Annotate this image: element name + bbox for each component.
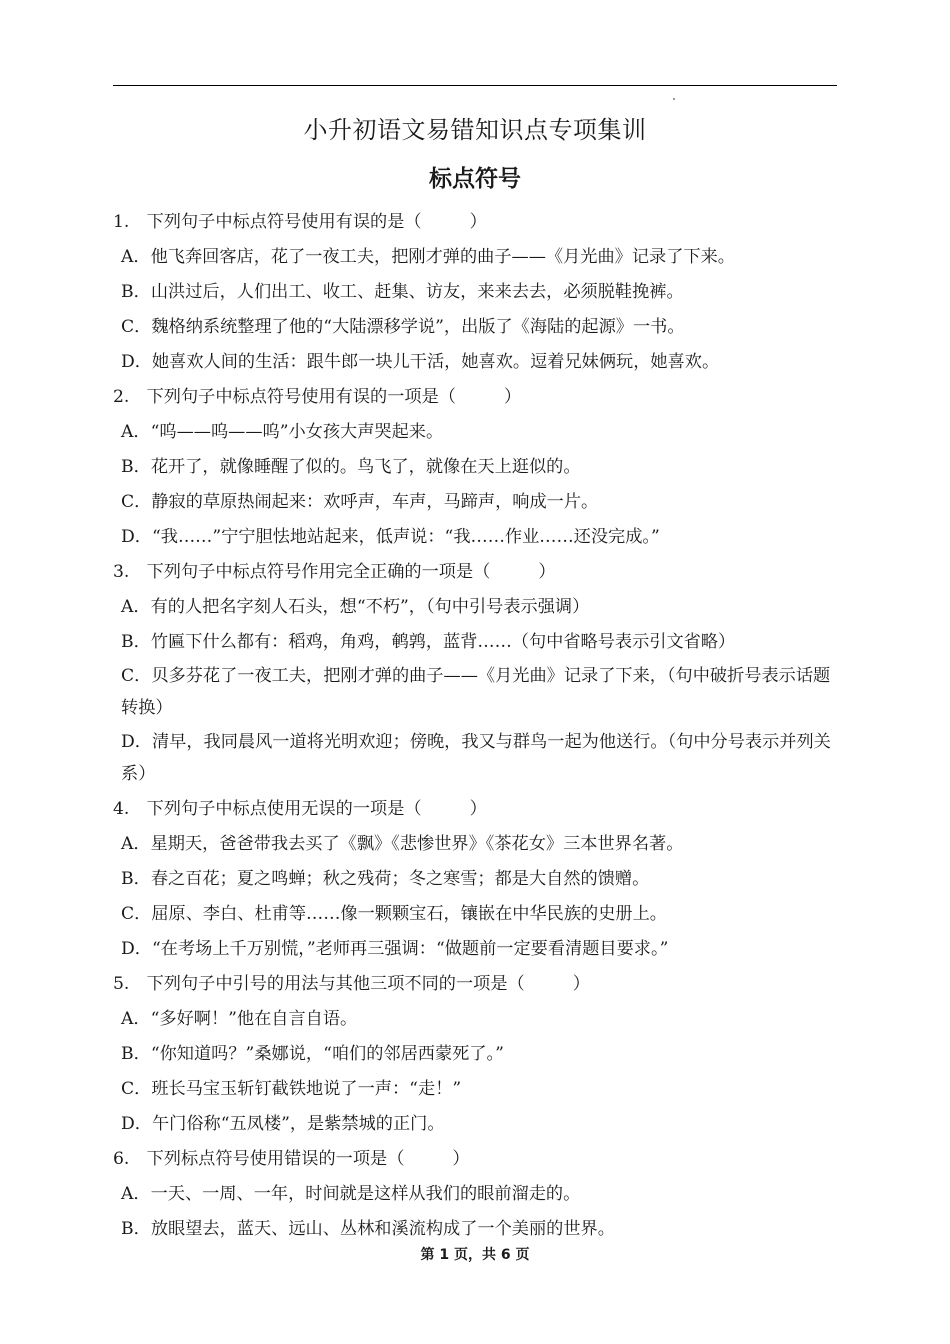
question-text: 6. 下列标点符号使用错误的一项是（ [113, 1149, 405, 1169]
option: D．“我……”宁宁胆怯地站起来，低声说：“我……作业……还没完成。” [121, 527, 660, 547]
option: D．清早，我同晨风一道将光明欢迎；傍晚，我又与群鸟一起为他送行。（句中分号表示并列关系） [121, 732, 831, 784]
question-stem [113, 967, 835, 1002]
option: C．贝多芬花了一夜工夫，把刚才弹的曲子——《月光曲》记录了下来，（句中破折号表示话题转换） [121, 666, 831, 718]
question-text: 1. 下列句子中标点符号使用有误的是（ [113, 212, 422, 232]
page-number: 第 1 页，共 6 页 [420, 1247, 530, 1263]
option: C．静寂的草原热闹起来：欢呼声，车声，马蹄声，响成一片。 [121, 492, 599, 512]
question-stem [113, 1142, 835, 1177]
question-text: 3. 下列句子中标点符号作用完全正确的一项是（ [113, 562, 491, 582]
document-title: 小升初语文易错知识点专项集训 [303, 116, 647, 144]
option: B．放眼望去，蓝天、远山、丛林和溪流构成了一个美丽的世界。 [121, 1219, 615, 1239]
option: C．魏格纳系统整理了他的“大陆漂移学说”，出版了《海陆的起源》一书。 [121, 317, 685, 337]
question-text-end: ） [452, 1149, 470, 1169]
option: B．花开了，就像睡醒了似的。鸟飞了，就像在天上逛似的。 [121, 457, 581, 477]
question-text-end: ） [469, 212, 487, 232]
option: A．“呜——呜——呜”小女孩大声哭起来。 [121, 422, 444, 442]
question-text-end: ） [538, 562, 556, 582]
question-list [113, 205, 835, 1247]
section-title: 标点符号 [429, 166, 521, 192]
option: B．山洪过后，人们出工、收工、赶集、访友，来来去去，必须脱鞋挽裤。 [121, 282, 684, 302]
option: D．她喜欢人间的生活：跟牛郎一块儿干活，她喜欢。逗着兄妹俩玩，她喜欢。 [121, 352, 720, 372]
header-rule [113, 85, 837, 86]
question-text-end: ） [572, 974, 590, 994]
option: B．竹匾下什么都有：稻鸡，角鸡，鹌鹑，蓝背……（句中省略号表示引文省略） [121, 632, 736, 652]
option: C．班长马宝玉斩钉截铁地说了一声：“走！” [121, 1079, 462, 1099]
header-dot [673, 98, 675, 100]
question-stem [113, 205, 835, 240]
option: D．“在考场上千万别慌，”老师再三强调：“做题前一定要看清题目要求。” [121, 939, 669, 959]
option: B．“你知道吗？”桑娜说，“咱们的邻居西蒙死了。” [121, 1044, 504, 1064]
question-text-end: ） [503, 387, 522, 407]
question-stem [113, 792, 835, 827]
question-text: 5. 下列句子中引号的用法与其他三项不同的一项是（ [113, 974, 525, 994]
option: A．有的人把名字刻人石头，想“不朽”，（句中引号表示强调） [121, 597, 590, 617]
option: C．屈原、李白、杜甫等……像一颗颗宝石，镶嵌在中华民族的史册上。 [121, 904, 667, 924]
option: A．星期天，爸爸带我去买了《飘》《悲惨世界》《茶花女》三本世界名著。 [121, 834, 684, 854]
question-text: 4. 下列句子中标点使用无误的一项是（ [113, 799, 422, 819]
option: A．他飞奔回客店，花了一夜工夫，把刚才弹的曲子——《月光曲》记录了下来。 [121, 247, 735, 267]
question-text-end: ） [469, 799, 487, 819]
question-stem [113, 380, 835, 415]
option: D．午门俗称“五凤楼”，是紫禁城的正门。 [121, 1114, 445, 1134]
option: B．春之百花；夏之鸣蝉；秋之残荷；冬之寒雪；都是大自然的馈赠。 [121, 869, 650, 889]
option: A．一天、一周、一年，时间就是这样从我们的眼前溜走的。 [121, 1184, 581, 1204]
question-text: 2. 下列句子中标点符号使用有误的一项是（ [113, 387, 456, 407]
question-stem [113, 555, 835, 590]
option: A．“多好啊！”他在自言自语。 [121, 1009, 358, 1029]
